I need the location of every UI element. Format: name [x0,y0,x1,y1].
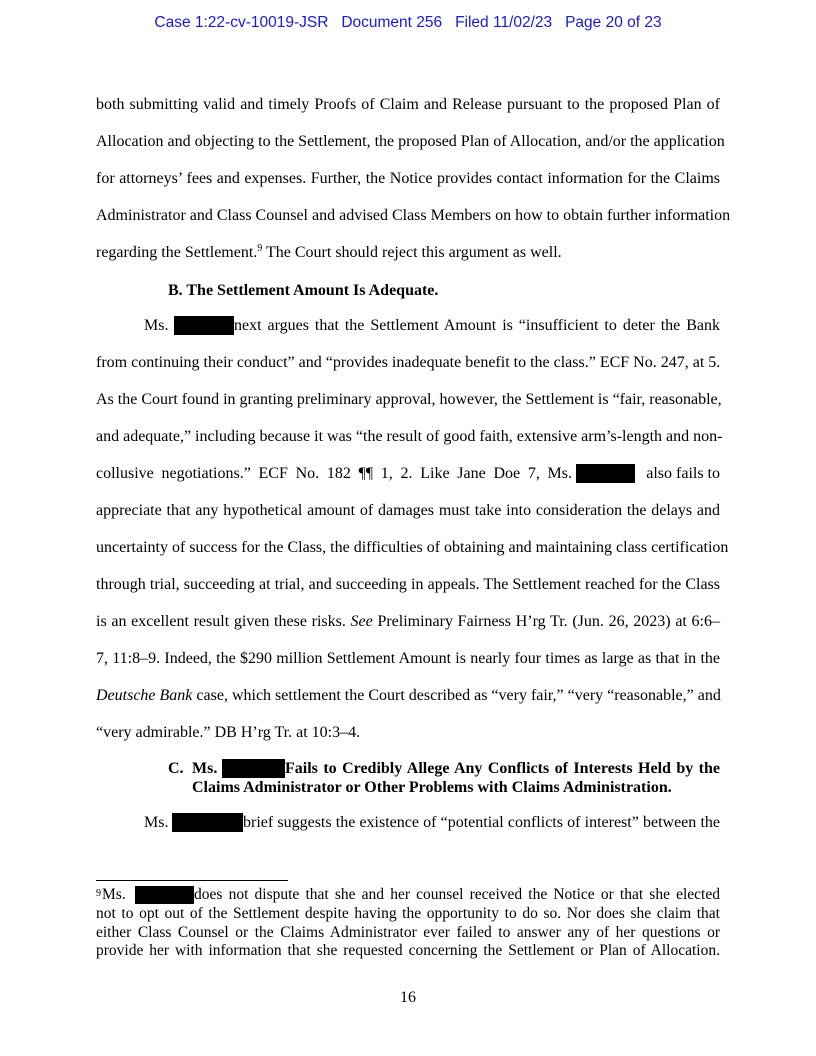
para2-line9-text-b: Preliminary Fairness H’rg Tr. (Jun. 26, 2023) at 6:6– [372,613,720,630]
para2-line1 [144,316,720,336]
para2-line5 [96,464,720,484]
para2-ms: Ms. [144,317,169,334]
heading-c-line1-text: Fails to Credibly Allege Any Conflicts of Interests Held by the [285,760,720,777]
footnote-line1: 9 Ms. does not dispute that she and her counsel received the Notice or that she elected [96,886,720,903]
para1-line5-text-b: The Court should reject this argument as well. [262,244,562,261]
para1-line2: Allocation and objecting to the Settlement, the proposed Plan of Allocation, and/or the application [96,133,725,150]
para3-line1-text: brief suggests the existence of “potential conflicts of interest” between the [243,814,720,831]
heading-c-label: C. [168,760,184,777]
heading-c-line2: Claims Administrator or Other Problems with Claims Administration. [192,779,672,796]
para2-line5-text-b: also fails to [646,465,720,482]
footnote-separator [96,880,288,881]
redaction-block [172,813,243,832]
para3-ms: Ms. [144,814,169,831]
para1-line3: for attorneys’ fees and expenses. Further, the Notice provides contact information for the Claims [96,170,720,187]
para1-line4: Administrator and Class Counsel and advised Class Members on how to obtain further information [96,207,731,224]
heading-b: B. The Settlement Amount Is Adequate. [168,282,439,299]
para2-line6: appreciate that any hypothetical amount of damages must take into consideration the delays and [96,502,720,519]
para2-line1-text: next argues that the Settlement Amount is “insufficient to deter the Bank [234,317,720,334]
case-name-deutsche-bank: Deutsche Bank [96,687,193,704]
para2-line11-text: case, which settlement the Court described as “very fair,” “very “reasonable,” and [192,687,721,704]
footnote-line3: either Class Counsel or the Claims Administrator ever failed to answer any of her questions or [96,924,720,941]
redaction-block [135,886,194,904]
para2-line2: from continuing their conduct” and “provides inadequate benefit to the class.” ECF No. 247, at 5. [96,354,721,371]
para2-line8: through trial, succeeding at trial, and succeeding in appeals. The Settlement reached for the Class [96,576,720,593]
para2-line5-text: collusive negotiations.” ECF No. 182 ¶¶ 1, 2. Like Jane Doe 7, Ms. [96,465,572,482]
para2-line10: 7, 11:8–9. Indeed, the $290 million Settlement Amount is nearly four times as large as that in the [96,650,720,667]
para1-line1: both submitting valid and timely Proofs of Claim and Release pursuant to the proposed Plan of [96,96,720,113]
para2-line9 [96,612,720,632]
see-signal: See [350,613,373,630]
footnote-line4: provide her with information that she requested concerning the Settlement or Plan of Allocation. [96,942,720,959]
footnote-ms: Ms. [102,886,126,903]
footnote-line1-text: does not dispute that she and her counsel received the Notice or that she elected [194,886,720,903]
page-number: 16 [400,989,416,1006]
heading-c-line1 [168,759,720,779]
footnote-ref-9: 9 [257,243,263,254]
redaction-block [576,464,635,483]
redaction-block [222,759,285,778]
para2-line3: As the Court found in granting preliminary approval, however, the Settlement is “fair, reasonable, [96,391,722,408]
para2-line4: and adequate,” including because it was “the result of good faith, extensive arm’s-length and non- [96,428,723,445]
para2-line12: “very admirable.” DB H’rg Tr. at 10:3–4. [96,724,361,741]
para1-line5-text: regarding the Settlement. [96,244,258,261]
para2-line7: uncertainty of success for the Class, the difficulties of obtaining and maintaining class certification [96,539,729,556]
para2-line9-text: is an excellent result given these risks. [96,613,351,630]
para2-line11 [96,686,720,706]
heading-c-ms: Ms. [192,760,218,777]
footnote-line2: not to opt out of the Settlement despite having the opportunity to do so. Nor does she claim that [96,905,720,922]
para3-line1 [144,813,720,833]
para1-line5 [96,243,720,263]
case-header: Case 1:22-cv-10019-JSR Document 256 Filed 11/02/23 Page 20 of 23 [154,14,662,31]
redaction-block [174,316,234,335]
